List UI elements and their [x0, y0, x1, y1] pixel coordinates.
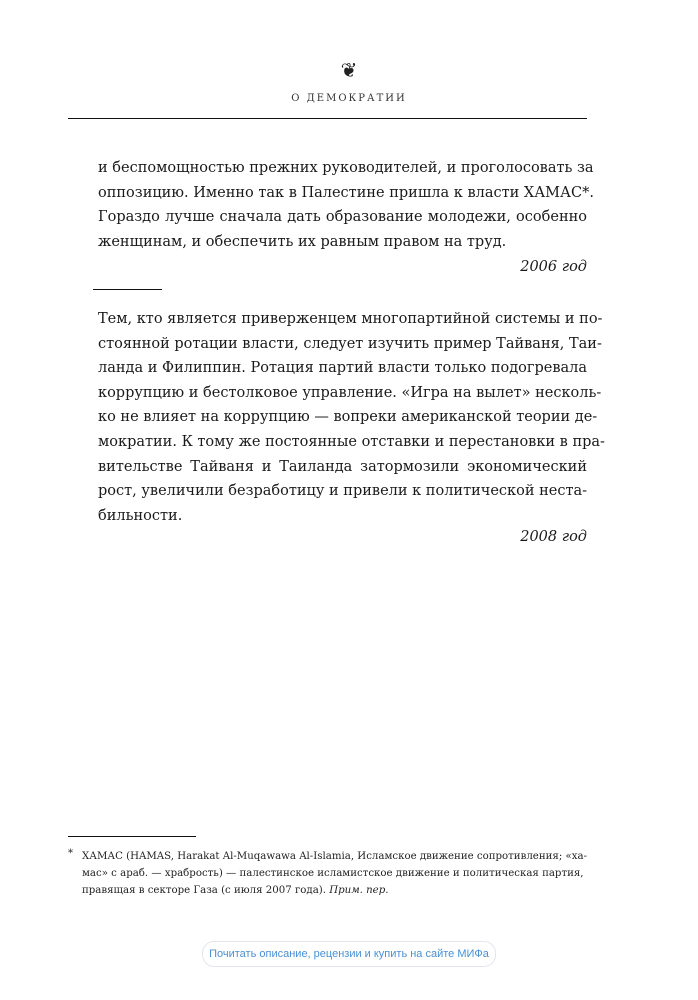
footnote	[68, 848, 588, 899]
text-line: мократии. К тому же постоянные отставки и перестановки в пра-	[98, 433, 605, 450]
footnote-line: ХАМАС (HAMAS, Harakat Al-Muqawawa Al-Islamia, Исламское движение сопротивления; «ха-	[82, 851, 588, 862]
text-line: Гораздо лучше сначала дать образование молодежи, особенно	[98, 209, 587, 226]
date-2006: 2006 год	[520, 259, 587, 275]
header-rule	[68, 118, 587, 119]
buy-link-button[interactable]: Почитать описание, рецензии и купить на сайте МИФа	[202, 941, 496, 967]
section-separator	[93, 289, 162, 290]
text-line: рост, увеличили безработицу и привели к политической неста-	[98, 483, 588, 500]
text-line: бильности.	[98, 507, 183, 524]
text-line: Тем, кто является приверженцем многопартийной системы и по-	[98, 311, 603, 327]
running-head: О ДЕМОКРАТИИ	[291, 93, 407, 104]
text-block-2008	[98, 307, 605, 528]
footnote-line: мас» с араб. — храбрость) — палестинское исламистское движение и политическая партия,	[82, 868, 584, 879]
date-2008: 2008 год	[520, 529, 587, 545]
text-line: ланда и Филиппин. Ротация партий власти только подогревала	[98, 360, 587, 377]
text-line: стоянной ротации власти, следует изучить пример Тайваня, Таи-	[98, 335, 602, 352]
text-line: коррупцию и бестолковое управление. «Игра на вылет» несколь-	[98, 384, 602, 401]
text-block-2006	[98, 156, 594, 254]
text-line: оппозицию. Именно так в Палестине пришла к власти ХАМАС*.	[98, 184, 594, 201]
footnote-text: правящая в секторе Газа (с июля 2007 года).	[82, 885, 330, 896]
footnote-line	[82, 882, 588, 899]
translator-note: Прим. пер.	[329, 885, 389, 896]
footnote-mark: *	[68, 848, 73, 859]
text-line: женщинам, и обеспечить их равным правом на труд.	[98, 233, 507, 250]
footnote-rule	[68, 836, 196, 837]
text-line: и беспомощностью прежних руководителей, и проголосовать за	[98, 160, 594, 176]
ornament-icon: ❦	[340, 58, 358, 82]
text-line: ко не влияет на коррупцию — вопреки американской теории де-	[98, 409, 598, 426]
text-line: вительстве Тайваня и Таиланда затормозили экономический	[98, 458, 587, 475]
